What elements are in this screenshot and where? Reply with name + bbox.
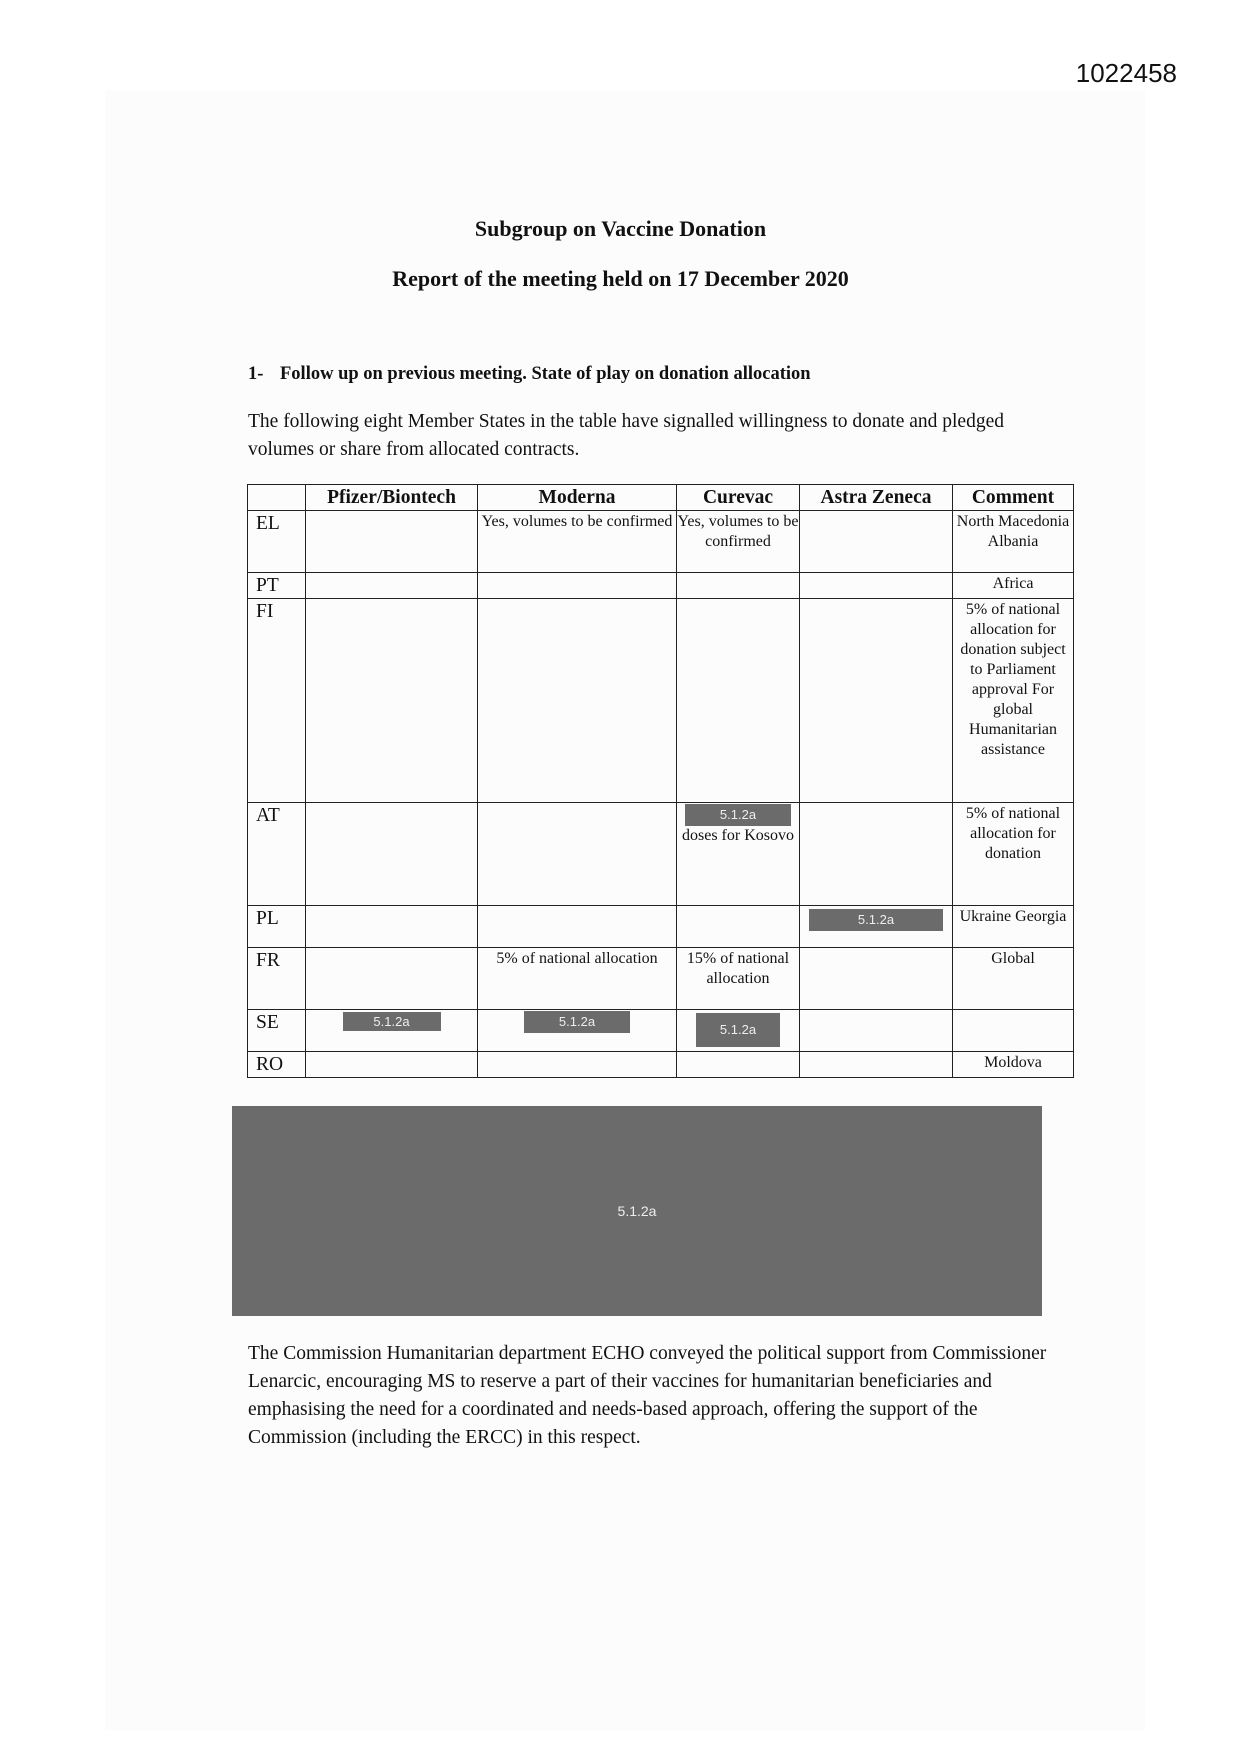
- country-cell: PL: [248, 906, 306, 948]
- table-row: [248, 599, 1074, 803]
- table-row: [248, 511, 1074, 573]
- header-comment: Comment: [953, 485, 1074, 511]
- table-row: [248, 803, 1074, 906]
- donation-table: [247, 484, 1074, 1078]
- moderna-cell: Yes, volumes to be confirmed: [478, 511, 677, 573]
- section-heading-text: Follow up on previous meeting. State of play on donation allocation: [280, 364, 811, 384]
- curevac-cell: [677, 803, 800, 906]
- moderna-cell: [478, 1010, 677, 1052]
- table-row: [248, 948, 1074, 1010]
- comment-cell: Ukraine Georgia: [953, 906, 1074, 948]
- page-subtitle: Report of the meeting held on 17 December 2020: [392, 266, 849, 291]
- redaction-box: 5.1.2a: [343, 1012, 441, 1031]
- table-header-row: [248, 485, 1074, 511]
- header-astrazeneca: Astra Zeneca: [800, 485, 953, 511]
- closing-paragraph: The Commission Humanitarian department ECHO conveyed the political support from Commissioner Lenarcic, encouraging MS to reserve a part of their vaccines for humanitarian beneficiaries and emphasising the need for a coordinated and needs-based approach, offering the support of the Commission (including the ERCC) in this respect.: [248, 1343, 1047, 1448]
- page-title: Subgroup on Vaccine Donation: [474, 216, 767, 241]
- header-moderna: Moderna: [478, 485, 677, 511]
- comment-cell: 5% of national allocation for donation subject to Parliament approval For global Humanitarian assistance: [953, 599, 1074, 803]
- redaction-block: 5.1.2a: [232, 1106, 1042, 1316]
- table-row: [248, 1052, 1074, 1078]
- country-cell: FI: [248, 599, 306, 803]
- comment-cell: 5% of national allocation for donation: [953, 803, 1074, 906]
- document-id: 1022458: [1075, 58, 1177, 88]
- curevac-cell: [677, 1010, 800, 1052]
- header-curevac: Curevac: [677, 485, 800, 511]
- country-cell: AT: [248, 803, 306, 906]
- country-cell: FR: [248, 948, 306, 1010]
- country-cell: RO: [248, 1052, 306, 1078]
- curevac-cell: 15% of national allocation: [677, 948, 800, 1010]
- country-cell: PT: [248, 573, 306, 599]
- redaction-box: 5.1.2a: [696, 1013, 780, 1047]
- comment-cell: Global: [953, 948, 1074, 1010]
- section-number: 1-: [248, 364, 264, 384]
- table-row: [248, 906, 1074, 948]
- table-row: [248, 1010, 1074, 1052]
- curevac-note: doses for Kosovo: [682, 827, 794, 844]
- section-heading: [248, 364, 811, 385]
- table-row: [248, 573, 1074, 599]
- header-country: [248, 485, 306, 511]
- astrazeneca-cell: [800, 906, 953, 948]
- country-cell: EL: [248, 511, 306, 573]
- redaction-box: 5.1.2a: [524, 1011, 630, 1033]
- moderna-cell: 5% of national allocation: [478, 948, 677, 1010]
- redaction-box: 5.1.2a: [809, 909, 943, 931]
- comment-cell: Africa: [953, 573, 1074, 599]
- country-cell: SE: [248, 1010, 306, 1052]
- header-pfizer: Pfizer/Biontech: [306, 485, 478, 511]
- pfizer-cell: [306, 1010, 478, 1052]
- comment-cell: Moldova: [953, 1052, 1074, 1078]
- intro-paragraph: The following eight Member States in the table have signalled willingness to donate and pledged volumes or share from allocated contracts.: [248, 411, 1004, 460]
- redaction-box: 5.1.2a: [685, 804, 791, 826]
- comment-cell: North Macedonia Albania: [953, 511, 1074, 573]
- curevac-cell: Yes, volumes to be confirmed: [677, 511, 800, 573]
